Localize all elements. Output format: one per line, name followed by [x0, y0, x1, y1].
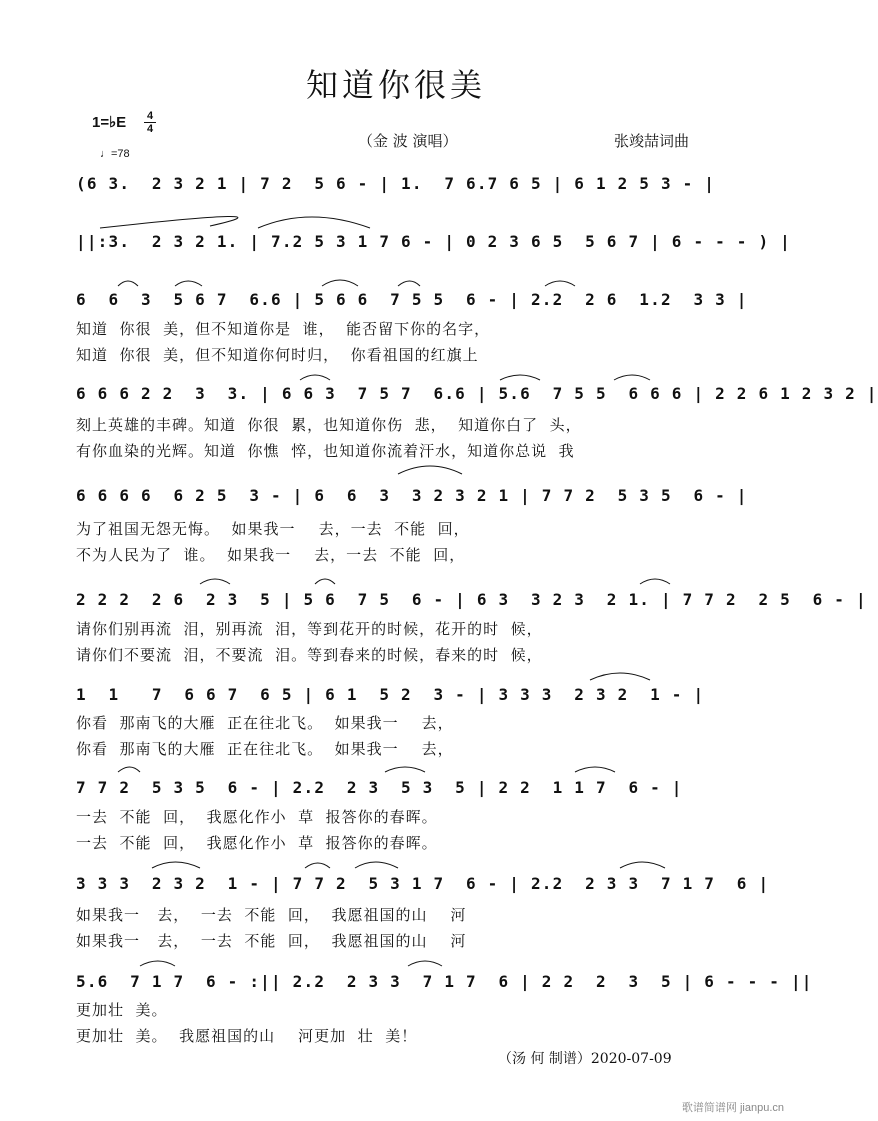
notation-row-9: 3 3 3 2 3 2 1 - | 7 7 2 5 3 1 7 6 - | 2.2 2 3 3 7 1 7 6 | — [76, 874, 770, 893]
notation-row-10: 5.6 7 1 7 6 - :|| 2.2 2 3 3 7 1 7 6 | 2 2 2 3 5 | 6 - - - || — [76, 972, 813, 991]
lyric-row-5-verse-2: 不为人民为了 谁。 如果我一 去，一去 不能 回， — [76, 546, 466, 564]
notation-row-5: 6 6 6 6 6 2 5 3 - | 6 6 3 3 2 3 2 1 | 7 7 2 5 3 5 6 - | — [76, 486, 748, 505]
lyric-row-8-verse-1: 一去 不能 回， 我愿化作小 草 报答你的春晖。 — [76, 808, 438, 826]
lyric-row-9-verse-2: 如果我一 去， 一去 不能 回， 我愿祖国的山 河 — [76, 932, 467, 950]
lyric-row-10-verse-2: 更加壮 美。 我愿祖国的山 河更加 壮 美！ — [76, 1027, 418, 1045]
lyric-row-7-verse-2: 你看 那南飞的大雁 正在往北飞。 如果我一 去， — [76, 740, 454, 758]
notation-row-4: 6 6 6 2 2 3 3. | 6 6 3 7 5 7 6.6 | 5.6 7 5 5 6 6 6 | 2 2 6 1 2 3 2 | — [76, 384, 878, 403]
key-signature: 1=♭E — [92, 114, 127, 131]
lyric-row-9-verse-1: 如果我一 去， 一去 不能 回， 我愿祖国的山 河 — [76, 906, 467, 924]
song-title: 知道你很美 — [305, 66, 486, 104]
notation-row-6: 2 2 2 2 6 2 3 5 | 5 6 7 5 6 - | 6 3 3 2 3 2 1. | 7 7 2 2 5 6 - | — [76, 590, 867, 609]
site-watermark: 歌谱简谱网 jianpu.cn — [681, 1102, 784, 1114]
composer-credit: 张竣喆词曲 — [614, 132, 690, 150]
performer-credit: （金 波 演唱） — [358, 132, 458, 150]
notation-row-8: 7 7 2 5 3 5 6 - | 2.2 2 3 5 3 5 | 2 2 1 1 7 6 - | — [76, 778, 683, 797]
notation-row-2: ||:3. 2 3 2 1. | 7.2 5 3 1 7 6 - | 0 2 3 6 5 5 6 7 | 6 - - - ) | — [76, 232, 791, 251]
lyric-row-3-verse-2: 知道 你很 美，但不知道你何时归， 你看祖国的红旗上 — [76, 346, 479, 364]
time-signature-bottom: 4 — [146, 123, 154, 135]
notation-row-1: (6 3. 2 3 2 1 | 7 2 5 6 - | 1. 7 6.7 6 5 | 6 1 2 5 3 - | — [76, 174, 716, 193]
lyric-row-8-verse-2: 一去 不能 回， 我愿化作小 草 报答你的春晖。 — [76, 834, 438, 852]
notation-row-3: 6 6 3 5 6 7 6.6 | 5 6 6 7 5 5 6 - | 2.2 2 6 1.2 3 3 | — [76, 290, 748, 309]
lyric-row-4-verse-2: 有你血染的光辉。知道 你憔 悴，也知道你流着汗水，知道你总说 我 — [76, 442, 575, 460]
notation-row-7: 1 1 7 6 6 7 6 5 | 6 1 5 2 3 - | 3 3 3 2 3 2 1 - | — [76, 685, 705, 704]
lyric-row-4-verse-1: 刻上英雄的丰碑。知道 你很 累，也知道你伤 悲， 知道你白了 头， — [76, 416, 582, 434]
transcriber-credit: （汤 何 制谱）2020-07-09 — [498, 1051, 672, 1067]
lyric-row-7-verse-1: 你看 那南飞的大雁 正在往北飞。 如果我一 去， — [76, 714, 454, 732]
time-signature — [143, 110, 157, 135]
lyric-row-10-verse-1: 更加壮 美。 — [76, 1001, 168, 1019]
lyric-row-3-verse-1: 知道 你很 美，但不知道你是 谁， 能否留下你的名字， — [76, 320, 491, 338]
lyric-row-5-verse-1: 为了祖国无怨无悔。 如果我一 去，一去 不能 回， — [76, 520, 470, 538]
tempo-marking: ♩=78 — [100, 148, 130, 160]
time-signature-top: 4 — [146, 110, 154, 122]
lyric-row-6-verse-1: 请你们别再流 泪，别再流 泪，等到花开的时候，花开的时 候， — [76, 620, 543, 638]
lyric-row-6-verse-2: 请你们不要流 泪，不要流 泪。等到春来的时候，春来的时 候， — [76, 646, 543, 664]
